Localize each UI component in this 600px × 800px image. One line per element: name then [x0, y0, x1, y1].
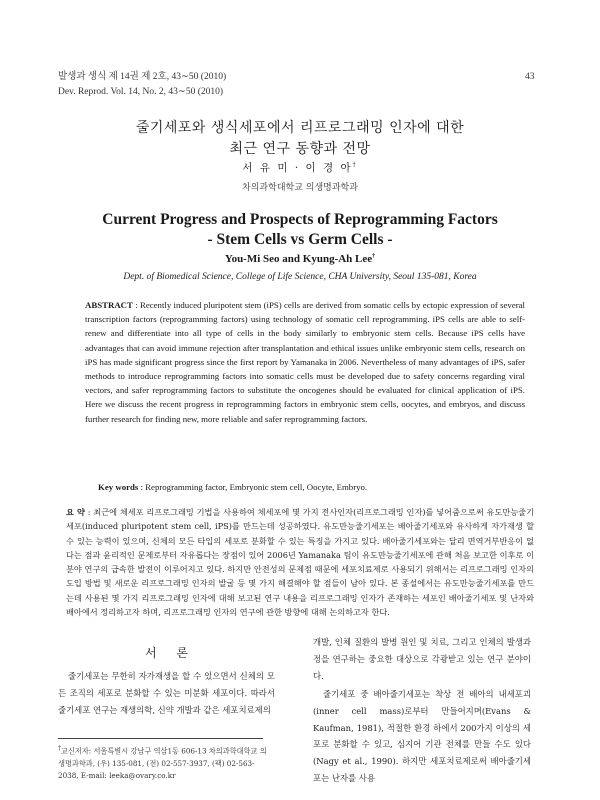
korean-author-names: 서 유 미 · 이 경 아 [242, 162, 353, 174]
keywords [98, 482, 528, 492]
korean-affiliation: 차의과학대학교 의생명과학과 [242, 183, 358, 193]
english-title-line-1: Current Progress and Prospects of Reprogramming Factors [102, 211, 498, 228]
section-title-introduction: 서 론 [145, 646, 196, 660]
korean-title-line-1: 줄기세포와 생식세포에서 리프로그래밍 인자에 대한 [135, 120, 465, 136]
footnote [58, 743, 273, 783]
page-number: 43 [525, 72, 535, 82]
english-author-names: You-Mi Seo and Kyung-Ah Lee [224, 253, 373, 265]
english-title-line-2: - Stem Cells vs Germ Cells - [207, 231, 393, 248]
english-authors [0, 253, 600, 265]
right-column-paragraph-1: 개발, 인체 질환의 발병 원인 및 치료, 그리고 인체의 발생과정을 연구하는 중요한 대상으로 각광받고 있는 연구 분야이다. [313, 637, 531, 681]
abstract [85, 298, 525, 426]
english-affiliation: Dept. of Biomedical Science, College of Life Science, CHA University, Seoul 135-081, Korea [123, 272, 477, 282]
keywords-label: Key words [98, 482, 139, 492]
journal-citation-english: Dev. Reprod. Vol. 14, No. 2, 43∼50 (2010) [58, 87, 224, 97]
korean-title-line-2: 최근 연구 동향과 전망 [229, 141, 371, 157]
left-column-paragraph: 줄기세포는 무한히 자가재생을 할 수 있으면서 신체의 모든 조직의 세포로 분화할 수 있는 미분화 세포이다. 따라서 줄기세포 연구는 재생의학, 신약 개발과 같은 세포치료제의 [58, 671, 275, 715]
corresponding-dagger-en: † [372, 253, 376, 260]
footnote-text: 교신저자: 서울특별시 강남구 역삼1동 606-13 차의과학대학교 의생명과학과, (우) 135-081, (전) 02-557-3937, (팩) 02-563-2038, E-mail: leeka@ovary.co.kr [58, 746, 267, 781]
korean-authors [0, 160, 600, 175]
korean-abstract-text: : 최근에 체세포 리프로그래밍 기법을 사용하여 체세포에 몇 가지 전사인자(리프로그래밍 인자)를 넣어줌으로써 유도만능줄기세포(induced pluripotent stem cell, iPS)를 만드는데 성공하였다. 유도만능줄기세포는 배아줄기세포와 유사하게 자가재생 할 수 있는 능력이 있으며, 신체의 모든 타입의 세포로 분화할 수 있는 특징을 가지고 있다. 배아줄기세포와는 달리 면역거부반응이 없다는 점과 윤리적인 문제로부터 자유롭다는 장점이 있어 2006년 Yamanaka 팀이 유도만능줄기세포에 관해 처음 보고한 이후로 이 분야 연구의 급속한 발전이 이루어지고 있다. 하지만 안전성의 문제점 때문에 세포치료제로 사용되기 위해서는 리프로그래밍 인자의 도입 방법 및 새로운 리프로그래밍 인자의 발굴 등 몇 가지 해결해야 할 점들이 남아 있다. 본 종설에서는 유도만능줄기세포를 만드는데 사용된 몇 가지 리프로그래밍 인자에 대해 보고된 연구 내용을 리프로그래밍 인자가 존재하는 세포인 배아줄기세포 및 난자와 배아에서 정리하고자 하며, 리프로그래밍 인자의 연구에 관한 방향에 대해 논의하고자 한다. [66, 507, 534, 618]
abstract-text: : Recently induced pluripotent stem (iPS) cells are derived from somatic cells by ectopic expression of several transcription factors (reprogramming factors) using technology of somatic cell reprogramming. iPS cells are able to self-renew and differentiate into all type of cells in the body similarly to embryonic stem cells. Because iPS cells have advantages that can avoid immune rejection after transplantation and ethical issues unlike embryonic stem cells, research on iPS has made significant progress since the first report by Yamanaka in 2006. Nevertheless of many advantages of iPS, safer methods to introduce reprogramming factors into somatic cells must be developed due to safety concerns regarding viral vectors, and safer reprogramming factors to substitute the oncogenes should be evaluated for clinical application of iPS. Here we discuss the recent progress in reprogramming factors in embryonic stem cells, oocytes, and embryos, and discuss further research for finding new, more reliable and safer reprogramming factors. [85, 300, 525, 424]
korean-abstract [66, 505, 534, 619]
journal-citation-korean: 발생과 생식 제 14권 제 2호, 43∼50 (2010) [58, 72, 227, 82]
keywords-text: : Reprogramming factor, Embryonic stem cell, Oocyte, Embryo. [138, 482, 368, 492]
korean-abstract-label: 요 약 [66, 507, 85, 517]
footnote-dagger: † [58, 745, 61, 752]
right-column-paragraph-2: 줄기세포 중 배아줄기세포는 착상 전 배아의 내세포괴(inner cell mass)로부터 만들어지며(Evans & Kaufman, 1981), 적절한 환경 하에서 200가지 이상의 세포로 분화할 수 있고, 심지어 기관 전체를 만들 수도 있다(Nagy et al., 1990). 하지만 세포치료제로써 배아줄기세포는 난자를 사용 [313, 689, 531, 783]
abstract-label: ABSTRACT [85, 300, 133, 310]
corresponding-dagger: † [352, 161, 358, 169]
footnote-divider [58, 738, 263, 739]
